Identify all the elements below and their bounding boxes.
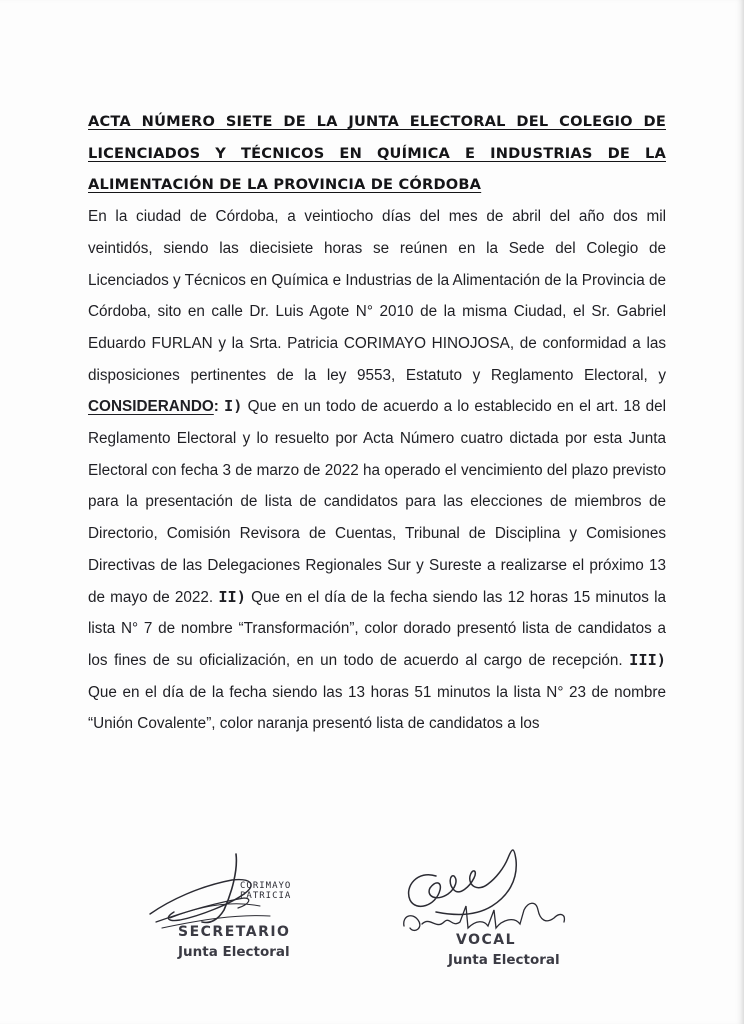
body-text-point-3: Que en el día de la fecha siendo las 13 horas 51 minutos la lista N° 23 de nombre “Unión Covalente”, color naranja presentó lista de candidatos a los <box>88 683 666 733</box>
role-vocal: VOCAL <box>456 932 517 948</box>
board-name-left: Junta Electoral <box>178 944 290 960</box>
role-secretario: SECRETARIO <box>178 924 291 940</box>
handwritten-name-left: CORIMAYO PATRICIA <box>240 881 292 901</box>
body-text-intro: En la ciudad de Córdoba, a veintiocho días del mes de abril del año dos mil veintidós, siendo las diecisiete horas se reúnen en la Sede del Colegio de Licenciados y Técnicos en Química e Industrias de la Alimentación de la Provincia de Córdoba, sito en calle Dr. Luis Agote N° 2010 de la misma Ciudad, el Sr. Gabriel Eduardo FURLAN y la Srta. Patricia CORIMAYO HINOJOSA, de conformidad a las disposiciones pertinentes de la ley 9553, Estatuto y Reglamento Electoral, y <box>88 208 666 384</box>
board-name-right: Junta Electoral <box>448 952 560 968</box>
document-title <box>88 106 666 201</box>
title-line-2: LICENCIADOS Y TÉCNICOS EN QUÍMICA E INDUSTRIAS DE LA <box>88 144 666 162</box>
body-paragraph <box>88 201 666 740</box>
considerando-colon: : <box>213 398 225 416</box>
signature-area <box>0 830 744 1010</box>
title-line-1: ACTA NÚMERO SIETE DE LA JUNTA ELECTORAL DEL COLEGIO DE <box>88 113 666 130</box>
body-text-point-2: Que en el día de la fecha siendo las 12 horas 15 minutos la lista N° 7 de nombre “Transformación”, color dorado presentó lista de candidatos a los fines de su oficialización, en un todo de acuerdo al cargo de recepción. <box>88 588 666 669</box>
roman-numeral-2: II) <box>218 587 246 606</box>
considerando-heading: CONSIDERANDO <box>88 398 214 416</box>
body-text-point-1: Que en un todo de acuerdo a lo establecido en el art. 18 del Reglamento Electoral y lo resuelto por Acta Número cuatro dictada por esta Junta Electoral con fecha 3 de marzo de 2022 ha operado el vencimiento del plazo previsto para la presentación de lista de candidatos para las elecciones de miembros de Directorio, Comisión Revisora de Cuentas, Tribunal de Disciplina y Comisiones Directivas de las Delegaciones Regionales Sur y Sureste a realizarse el próximo 13 de mayo de 2022. <box>88 398 666 606</box>
roman-numeral-1: I) <box>224 397 243 416</box>
document-body <box>88 201 666 740</box>
signature-block-secretario <box>140 840 340 990</box>
signature-block-vocal <box>396 840 586 1000</box>
document-text <box>88 106 666 740</box>
title-line-3: ALIMENTACIÓN DE LA PROVINCIA DE CÓRDOBA <box>88 176 482 194</box>
roman-numeral-3: III) <box>629 650 666 669</box>
